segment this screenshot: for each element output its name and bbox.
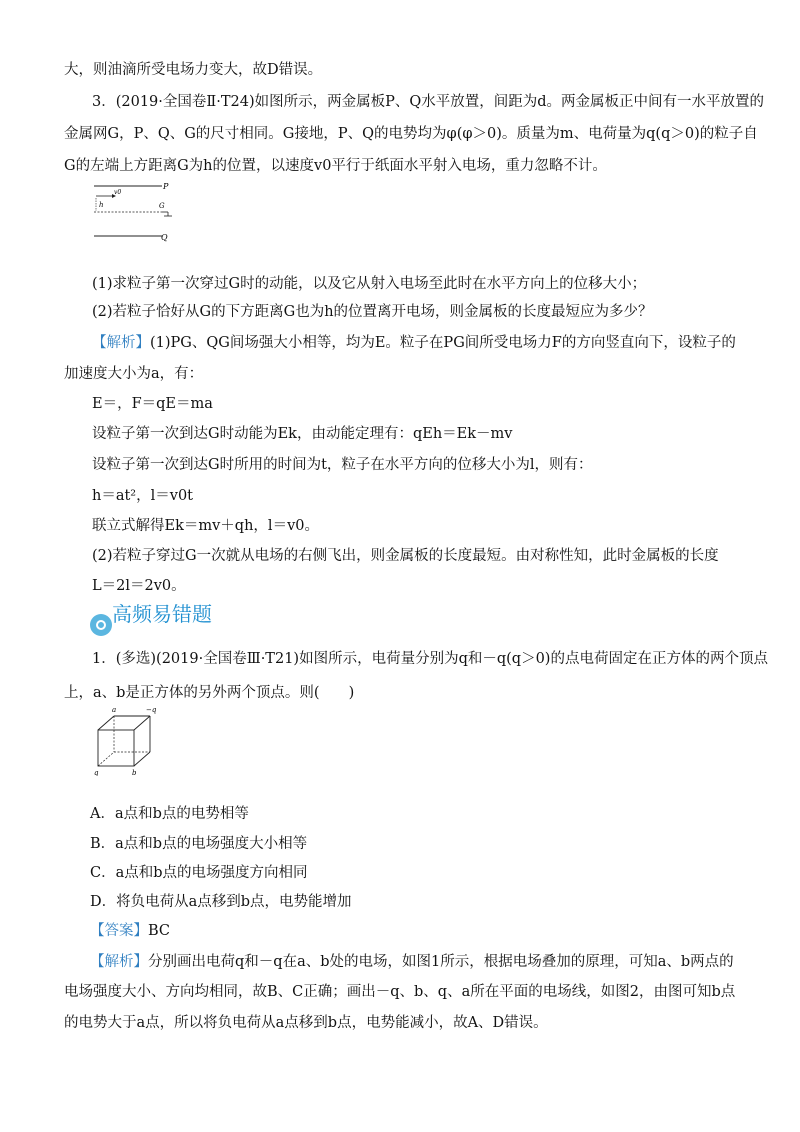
option-d: D．将负电荷从a点移到b点，电势能增加 <box>90 894 352 910</box>
option-a: A．a点和b点的电势相等 <box>90 806 249 822</box>
label-Q: Q <box>161 233 168 242</box>
label-a: a <box>112 706 117 714</box>
explanation-line <box>90 952 734 972</box>
text-line: 加速度大小为a，有： <box>64 366 204 382</box>
text-line: 电场强度大小、方向均相同，故B、C正确；画出－q、b、q、a所在平面的电场线，如图2，由图可知b点 <box>64 984 736 1000</box>
text-line: 金属网G，P、Q、G的尺寸相同。G接地，P、Q的电势均为φ(φ＞0)。质量为m、电荷量为q(q＞0)的粒子自 <box>64 126 758 142</box>
problem-1-stem: 1．(多选)(2019·全国卷Ⅲ·T21)如图所示，电荷量分别为q和－q(q＞0)的点电荷固定在正方体的两个顶点 <box>92 651 768 667</box>
question-2: (2)若粒子恰好从G的下方距离G也为h的位置离开电场，则金属板的长度最短应为多少？ <box>92 304 653 320</box>
text-line: 设粒子第一次到达G时所用的时间为t，粒子在水平方向的位移大小为l，则有： <box>92 457 593 473</box>
solution-tag: 【解析】 <box>92 335 150 351</box>
text-line: (2)若粒子穿过G一次就从电场的右侧飞出，则金属板的长度最短。由对称性知，此时金属板的长度 <box>92 548 719 564</box>
option-b: B．a点和b点的电场强度大小相等 <box>90 836 308 852</box>
equation-line: E＝，F＝qE＝ma <box>92 396 213 412</box>
option-c: C．a点和b点的电场强度方向相同 <box>90 865 308 881</box>
text-line: G的左端上方距离G为h的位置，以速度v0平行于纸面水平射入电场，重力忽略不计。 <box>64 158 607 174</box>
label-v0: v0 <box>114 189 122 196</box>
question-1: (1)求粒子第一次穿过G时的动能，以及它从射入电场至此时在水平方向上的位移大小； <box>92 276 647 292</box>
equation-line: h＝at²，l＝v0t <box>92 488 194 504</box>
text-line: 设粒子第一次到达G时动能为Ek，由动能定理有：qEh＝Ek－mv <box>92 426 513 442</box>
solution-text: (1)PG、QG间场强大小相等，均为E。粒子在PG间所受电场力F的方向竖直向下，设粒子的 <box>150 335 736 351</box>
problem-3-stem: 3．(2019·全国卷Ⅱ·T24)如图所示，两金属板P、Q水平放置，间距为d。两金属板正中间有一水平放置的 <box>92 94 765 110</box>
plates-figure <box>90 178 190 246</box>
answer-line <box>90 921 170 941</box>
label-q: q <box>94 769 99 776</box>
answer-tag: 【答案】 <box>90 923 148 939</box>
label-b: b <box>132 769 137 776</box>
text-line: 的电势大于a点，所以将负电荷从a点移到b点，电势能减小，故A、D错误。 <box>64 1015 548 1031</box>
label-h: h <box>99 201 104 209</box>
label-negq: −q <box>146 706 157 714</box>
text-line: 上，a、b是正方体的另外两个顶点。则( ) <box>64 685 355 701</box>
solution-line <box>92 333 736 353</box>
section-badge-icon <box>90 614 112 636</box>
explanation-tag: 【解析】 <box>90 954 148 970</box>
answer-value: BC <box>148 923 171 939</box>
text-line: 联立式解得Ek＝mv＋qh，l＝v0。 <box>92 518 319 534</box>
section-heading <box>90 598 250 634</box>
section-title: 高频易错题 <box>112 602 212 626</box>
label-G: G <box>159 202 165 210</box>
label-P: P <box>163 182 169 191</box>
explanation-text: 分别画出电荷q和－q在a、b处的电场，如图1所示，根据电场叠加的原理，可知a、b两点的 <box>148 954 734 970</box>
cube-figure <box>90 704 170 776</box>
equation-line: L＝2l＝2v0。 <box>92 578 186 594</box>
text-line: 大，则油滴所受电场力变大，故D错误。 <box>64 62 323 78</box>
